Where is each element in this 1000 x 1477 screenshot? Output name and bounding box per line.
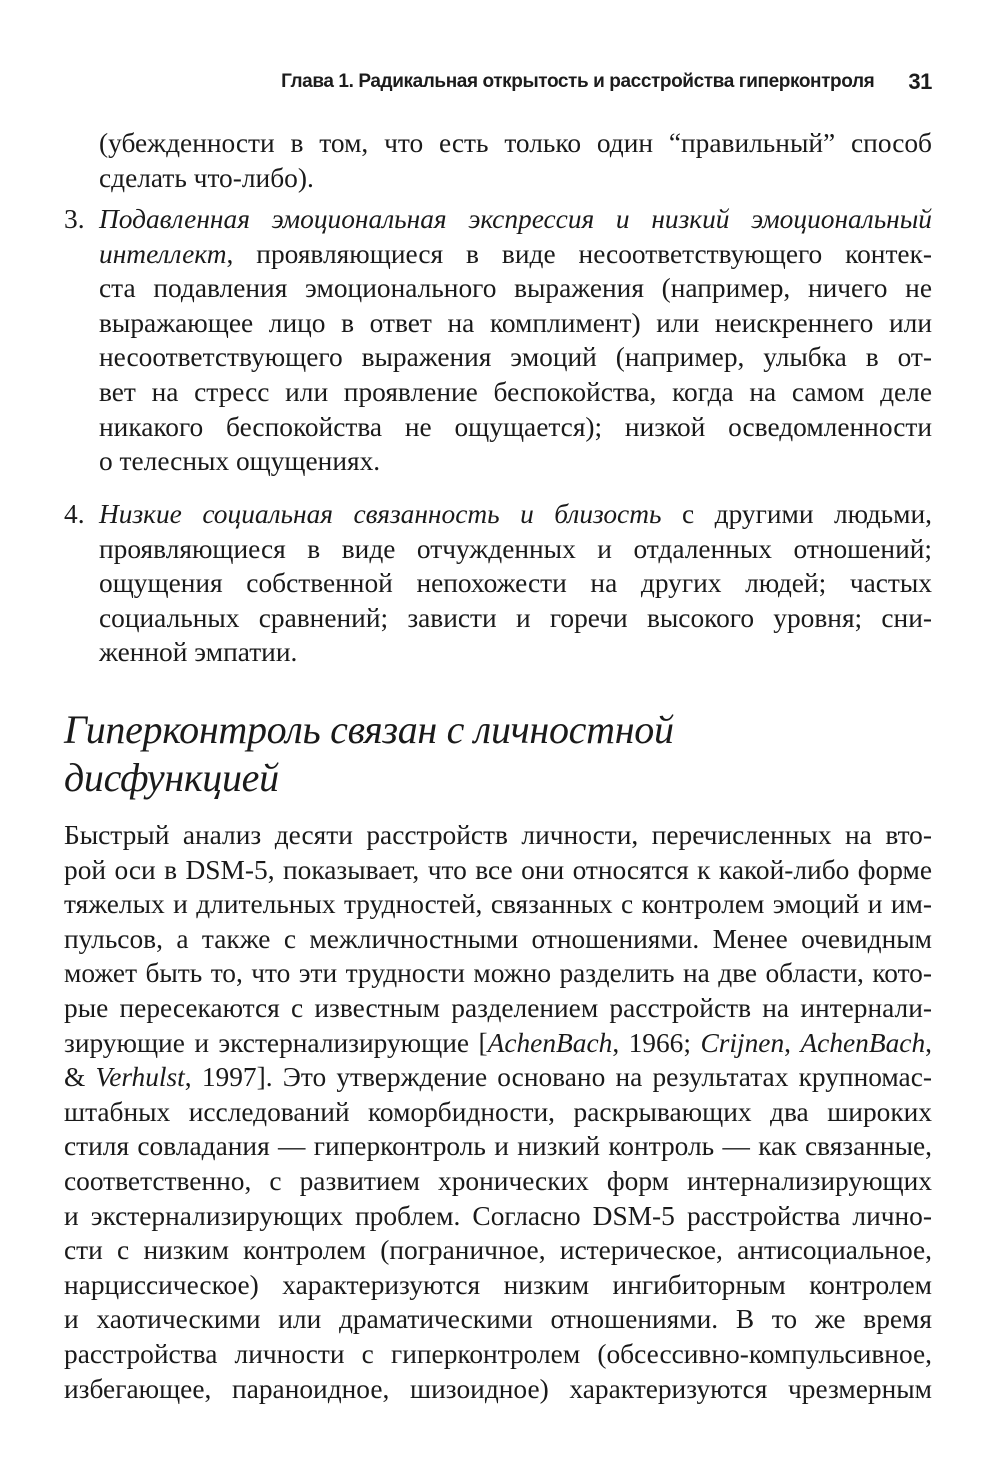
citation-author: Crijnen [700,1027,785,1058]
paragraph-line [64,1164,932,1199]
paragraph-line [64,922,932,957]
line-text: никакого беспокойства не ощущается); низкой осведомленности [99,411,932,442]
line-text: рые пересекаются с известным разделением расстройств на интернали- [64,992,932,1023]
line-text: избегающее, параноидное, шизоидное) характеризуются чрезмерным [64,1373,932,1404]
line-text: с другими людьми, [661,499,933,529]
line-text: ощущения собственной непохожести на других людей; частых [99,568,932,599]
line-text: и экстернализирующих проблем. Согласно DSM-5 расстройства лично- [64,1200,932,1231]
citation-author: AchenBach [487,1027,613,1058]
paragraph-line [64,956,932,991]
line-text: , 1997]. Это утверждение основано на результатах крупномас- [184,1062,932,1093]
line-text: & [64,1062,96,1093]
text-line [99,237,932,272]
page-number: 31 [908,69,932,94]
continued-text [99,126,932,195]
paragraph-line [64,818,932,853]
paragraph-line [64,1372,932,1407]
text-line [99,340,932,375]
emphasized-term: Подавленная эмоциональная экспрессия и низкий эмоциональный [99,204,932,234]
text-line [99,202,932,237]
paragraph-line [64,1060,932,1095]
list-item-body [99,202,932,479]
list-item-body [99,497,932,670]
text-line [99,306,932,341]
section-heading [64,706,934,802]
line-text: нарциссическое) характеризуются низким ингибиторным контролем [64,1269,932,1300]
line-text: стиля совладания — гиперконтроль и низкий контроль — как связанные, [64,1131,932,1162]
line-text: ста подавления эмоционального выражения (например, ничего не [99,273,932,304]
paragraph-line [64,853,932,888]
line-text: рой оси в DSM-5, показывает, что все они относятся к какой-либо форме [64,854,932,885]
line-text: , [925,1027,933,1058]
line-text: может быть то, что эти трудности можно разделить на две области, кото- [64,958,932,989]
running-header [60,64,932,100]
line-text: сти с низким контролем (пограничное, истерическое, антисоциальное, [64,1235,932,1266]
chapter-title: Глава 1. Радикальная открытость и расстройства гиперконтроля [281,71,875,92]
line-text: и хаотическими или драматическими отношениями. В то же время [64,1304,932,1335]
text-line: (убежденности в том, что есть только один “правильный” способ [99,128,932,158]
line-text: соответственно, с развитием хронических форм интернализирующих [64,1165,932,1196]
text-line [99,532,932,567]
paragraph-line [64,991,932,1026]
line-text: несоответствующего выражения эмоций (например, улыбка в от- [99,342,932,373]
line-text: тяжелых и длительных трудностей, связанных с контролем эмоций и им- [64,889,932,920]
citation-author: AchenBach [800,1027,926,1058]
heading-line: Гиперконтроль связан с личностной [64,707,674,752]
text-line [99,271,932,306]
line-text: о телесных ощущениях. [99,446,381,477]
text-line [99,635,932,670]
paragraph-line [64,1095,932,1130]
line-text: , 1966; [612,1027,701,1058]
line-text: выражающее лицо в ответ на комплимент) или неискреннего или [99,307,932,338]
list-item-3 [64,202,932,479]
line-text: проявляющиеся в виде отчужденных и отдаленных отношений; [99,533,932,564]
emphasized-term: Низкие социальная связанность и близость [99,499,662,529]
line-text: зирующие и экстернализирующие [ [64,1027,488,1058]
paragraph-line [64,1337,932,1372]
text-line [99,410,932,445]
text-line [99,444,932,479]
line-text: , [784,1027,801,1058]
list-item-4 [64,497,932,670]
paragraph-line [64,1199,932,1234]
citation-author: Verhulst [95,1062,185,1093]
paragraph-line [64,1302,932,1337]
heading-line: дисфункцией [64,755,279,800]
body-paragraph [64,818,932,1406]
line-text: пульсов, а также с межличностными отношениями. Менее очевидным [64,923,932,954]
paragraph-line [64,887,932,922]
line-text: расстройства личности с гиперконтролем (обсессивно-компульсивное, [64,1338,932,1369]
line-text: Быстрый анализ десяти расстройств личности, перечисленных на вто- [64,820,932,850]
paragraph-line [64,1026,932,1061]
line-text: , проявляющиеся в виде несоответствующего контек- [226,238,932,269]
line-text: штабных исследований коморбидности, раскрывающих два широких [64,1096,932,1127]
line-text: женной эмпатии. [99,637,298,668]
text-line: сделать что-либо). [99,162,314,193]
paragraph-line [64,1233,932,1268]
text-line [99,497,932,532]
emphasized-term: интеллект [99,238,227,269]
text-line [99,601,932,636]
list-number: 3. [64,204,85,234]
text-line [99,375,932,410]
paragraph-line [64,1129,932,1164]
line-text: социальных сравнений; зависти и горечи высокого уровня; сни- [99,602,932,633]
list-number: 4. [64,499,85,529]
line-text: вет на стресс или проявление беспокойства, когда на самом деле [99,376,932,407]
paragraph-line [64,1268,932,1303]
text-line [99,566,932,601]
